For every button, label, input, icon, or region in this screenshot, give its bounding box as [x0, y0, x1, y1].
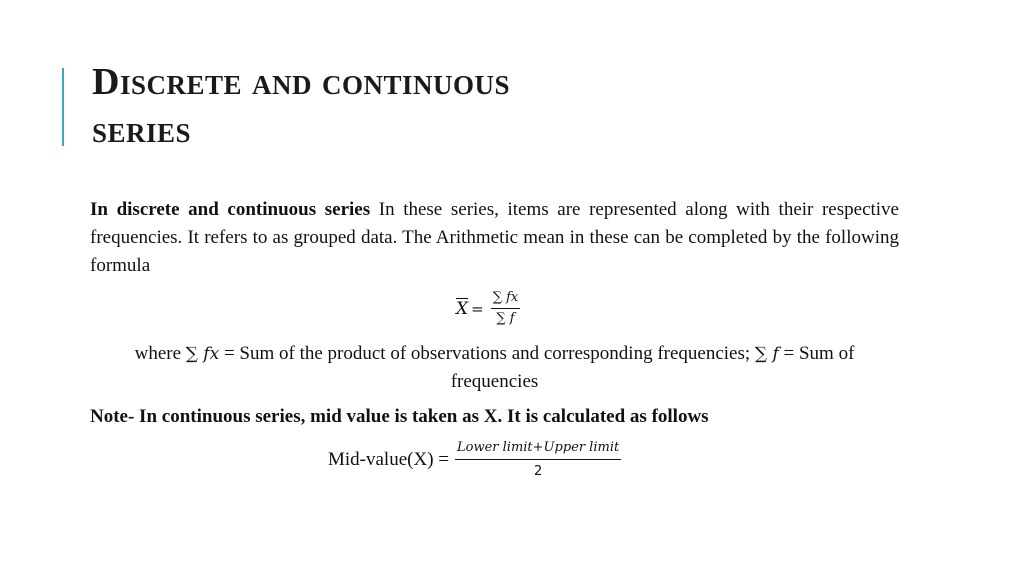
mean-formula-fraction [491, 290, 521, 327]
note-text: Note- In continuous series, mid value is taken as X. It is calculated as follows [90, 406, 709, 427]
mean-formula-denominator: ∑ 𝑓 [496, 311, 515, 326]
title-line-2: series [92, 109, 192, 151]
where-sum-f: ∑ 𝑓 [754, 344, 779, 364]
where-sum-fx: ∑ 𝑓𝑥 [185, 344, 220, 364]
where-suffix: = Sum of frequencies [450, 343, 855, 392]
where-explanation [90, 340, 899, 395]
mid-value-numerator: Lower limit+Upper limit [455, 440, 621, 460]
slide-title [92, 58, 972, 154]
mean-formula-numerator: ∑ 𝑓𝑥 [491, 290, 521, 309]
mid-value-formula [328, 440, 621, 480]
mid-value-denominator: 2 [533, 464, 543, 479]
intro-paragraph [90, 196, 899, 280]
where-prefix: where [134, 343, 186, 364]
where-mid: = Sum of the product of observations and corresponding frequencies; [219, 343, 755, 364]
mid-value-fraction [455, 440, 621, 480]
mean-formula-lhs: $\overline{X}$ [456, 298, 469, 319]
intro-text: In these series, items are represented along with their respective frequencies. It refers to as grouped data. The Arithmetic mean in these can be completed by the following formula [90, 199, 899, 276]
mean-formula-equals: = [471, 299, 484, 318]
mid-value-lhs: Mid-value(X) = [328, 449, 449, 470]
intro-bold-lead: In discrete and continuous series [90, 199, 371, 220]
mean-formula [456, 290, 520, 327]
title-line-1: Discrete and continuous [92, 61, 511, 103]
title-accent-bar [62, 68, 64, 146]
